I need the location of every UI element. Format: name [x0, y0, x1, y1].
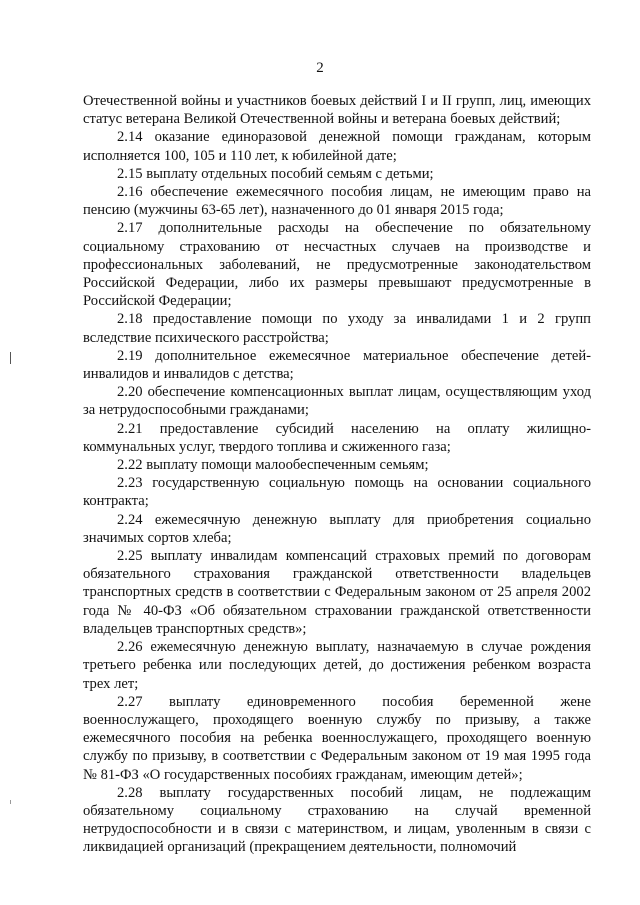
- paragraph: 2.19 дополнительное ежемесячное материальное обеспечение детей-инвалидов и инвалидов с детства;: [83, 347, 591, 383]
- page-number: 2: [316, 60, 324, 76]
- scan-margin-mark: [10, 800, 11, 804]
- paragraph: 2.25 выплату инвалидам компенсаций страховых премий по договорам обязательного страхования гражданской ответственности владельцев транспортных средств в соответствии с Федеральным законом от 25 апреля 2002 года № 40-ФЗ «Об обязательном страховании гражданской ответственности владельцев транспортных средств»;: [83, 548, 591, 637]
- paragraph: 2.14 оказание единоразовой денежной помощи гражданам, которым исполняется 100, 105 и 110 лет, к юбилейной дате;: [83, 129, 591, 164]
- paragraph: 2.21 предоставление субсидий населению на оплату жилищно-коммунальных услуг, твердого топлива и сжиженного газа;: [83, 420, 591, 455]
- paragraph: 2.27 выплату единовременного пособия беременной жене военнослужащего, проходящего военную службу по призыву, а также ежемесячного пособия на ребенка военнослужащего, проходящего военную службу по призыву, в соответствии с Федеральным законом от 19 мая 1995 года № 81-ФЗ «О государственных пособиях гражданам, имеющим детей»;: [83, 693, 591, 783]
- paragraph: 2.18 предоставление помощи по уходу за инвалидами 1 и 2 групп вследствие психического расстройства;: [83, 311, 591, 346]
- paragraph: Отечественной войны и участников боевых действий I и II групп, лиц, имеющих статус ветерана Великой Отечественной войны и ветерана боевых действий;: [83, 93, 591, 128]
- scan-margin-mark: [10, 352, 11, 364]
- paragraph: 2.26 ежемесячную денежную выплату, назначаемую в случае рождения третьего ребенка или последующих детей, до достижения ребенком возраста трех лет;: [83, 639, 591, 692]
- paragraph: 2.17 дополнительные расходы на обеспечение по обязательному социальному страхованию от несчастных случаев на производстве и профессиональных заболеваний, не предусмотренные законодательством Российской Федерации, либо их размеры превышают предусмотренные в Российской Федерации;: [83, 220, 591, 310]
- document-body: [83, 92, 591, 857]
- paragraph: 2.15 выплату отдельных пособий семьям с детьми;: [117, 165, 434, 182]
- paragraph: 2.23 государственную социальную помощь на основании социального контракта;: [83, 475, 591, 510]
- paragraph: 2.24 ежемесячную денежную выплату для приобретения социально значимых сортов хлеба;: [83, 511, 591, 546]
- paragraph: 2.16 обеспечение ежемесячного пособия лицам, не имеющим право на пенсию (мужчины 63-65 лет), назначенного до 01 января 2015 года;: [83, 184, 591, 219]
- paragraph: 2.28 выплату государственных пособий лицам, не подлежащим обязательному социальному страхованию на случай временной нетрудоспособности и в связи с материнством, и лицам, уволенным в связи с ликвидацией организаций (прекращением деятельности, полномочий: [83, 784, 591, 856]
- paragraph: 2.20 обеспечение компенсационных выплат лицам, осуществляющим уход за нетрудоспособными гражданами;: [83, 384, 591, 419]
- paragraph: 2.22 выплату помощи малообеспеченным семьям;: [117, 457, 429, 474]
